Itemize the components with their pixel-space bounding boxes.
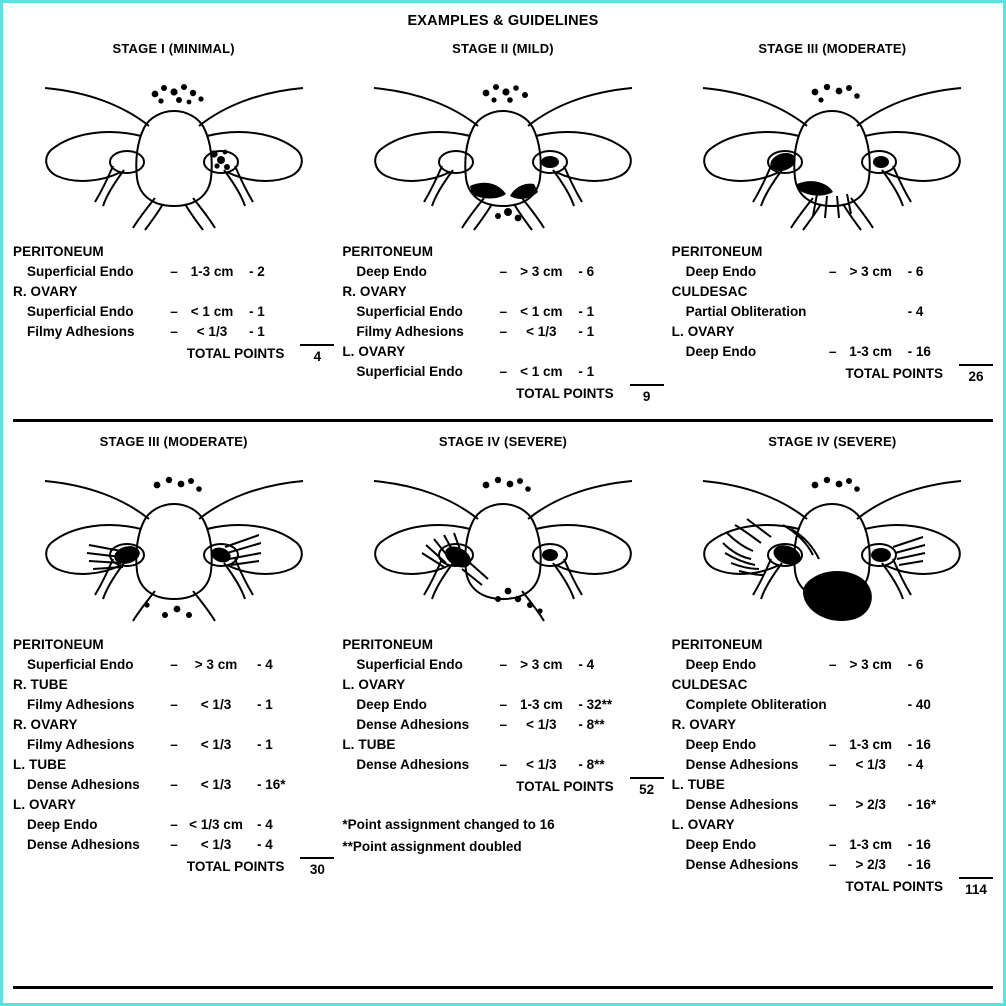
score-row-label: Deep Endo (356, 696, 427, 712)
score-row (13, 775, 334, 795)
score-row-points: - 1 (249, 303, 265, 319)
total-points-value: 9 (630, 384, 664, 407)
total-points (342, 384, 663, 407)
score-row-amount: < 1/3 cm (189, 816, 243, 832)
score-row (672, 262, 993, 282)
total-points-value: 52 (630, 777, 664, 800)
total-points-value: 114 (959, 877, 993, 900)
footnote-2: **Point assignment doubled (342, 838, 522, 854)
score-list (672, 242, 993, 387)
uterus-diagram-icon (358, 66, 648, 236)
score-row-points: - 1 (257, 696, 273, 712)
score-row-amount: < 1/3 (196, 323, 228, 339)
footnote-1: *Point assignment changed to 16 (342, 817, 555, 833)
score-row-label: Superficial Endo (27, 657, 134, 672)
uterus-diagram-icon (687, 459, 977, 629)
total-points-value: 30 (300, 857, 334, 880)
score-row-label: Superficial Endo (27, 263, 134, 279)
total-points-label: TOTAL POINTS (186, 858, 285, 874)
score-row-dash: – (499, 657, 508, 672)
lesion-marks (771, 477, 891, 629)
score-row-dash: – (170, 263, 178, 279)
score-row-label: Superficial Endo (356, 303, 463, 319)
score-row-points: - 1 (578, 323, 595, 339)
score-row-points: - 16 (907, 836, 931, 852)
score-row-label: Dense Adhesions (356, 756, 470, 772)
score-group-name: CULDESAC (671, 676, 748, 692)
score-row-amount: < 1 cm (190, 303, 234, 319)
stage-title: STAGE IV (SEVERE) (438, 434, 568, 450)
score-row-points: - 4 (907, 303, 924, 319)
score-row (672, 302, 993, 322)
bottom-rule (13, 986, 993, 989)
lesion-marks (112, 477, 233, 618)
uterus-diagram-icon (29, 459, 319, 629)
score-row (13, 835, 334, 855)
score-group-name: PERITONEUM (671, 637, 763, 653)
score-group-name: L. OVARY (13, 796, 77, 812)
score-row-dash: – (170, 657, 178, 672)
score-row-label: Superficial Endo (356, 363, 463, 379)
score-row-dash: – (828, 736, 837, 752)
score-row-label: Filmy Adhesions (27, 736, 135, 752)
score-row-points: - 6 (907, 657, 924, 672)
uterus-diagram-icon (29, 66, 319, 236)
score-row (13, 695, 334, 715)
total-points-label: TOTAL POINTS (516, 385, 614, 401)
score-row-label: Dense Adhesions (27, 836, 140, 852)
score-row-points: - 16 (907, 856, 931, 872)
pelvic-diagram-figure (13, 455, 334, 633)
score-row (672, 835, 993, 855)
score-row (672, 855, 993, 875)
score-row-label: Complete Obliteration (685, 696, 827, 712)
score-row-amount: 1-3 cm (519, 696, 563, 712)
score-group-name: R. TUBE (13, 676, 68, 692)
total-points (13, 857, 334, 880)
score-row-dash: – (828, 796, 837, 812)
score-row-amount: 1-3 cm (190, 263, 234, 279)
score-row (342, 655, 663, 675)
score-row-dash: – (828, 856, 837, 872)
score-row-label: Dense Adhesions (685, 796, 799, 812)
score-group-name: L. TUBE (13, 756, 67, 772)
score-row-dash: – (499, 263, 508, 279)
score-row-amount: > 3 cm (849, 657, 892, 672)
score-row-amount: > 3 cm (194, 657, 238, 672)
score-row-label: Deep Endo (685, 736, 757, 752)
score-row (13, 302, 334, 322)
score-row-dash: – (170, 323, 178, 339)
score-row-dash: – (499, 716, 508, 732)
pelvic-diagram-figure (672, 62, 993, 240)
score-row-dash: – (170, 736, 178, 752)
score-group-name: R. OVARY (342, 283, 407, 299)
total-points-value: 4 (300, 344, 334, 367)
score-row-points: - 8** (578, 716, 605, 732)
lesion-marks (470, 84, 559, 221)
score-row-label: Dense Adhesions (685, 856, 799, 872)
score-row-dash: – (499, 323, 508, 339)
score-row (342, 262, 663, 282)
score-row (672, 735, 993, 755)
score-row (672, 342, 993, 362)
score-row (13, 655, 334, 675)
score-row-points: - 1 (257, 736, 273, 752)
example-panel-stage-4-b (668, 422, 997, 900)
score-group-name: PERITONEUM (13, 637, 104, 653)
score-row-points: - 4 (257, 836, 273, 852)
score-row-dash: – (828, 756, 837, 772)
total-points (672, 877, 993, 900)
lesion-marks (768, 84, 889, 196)
score-row-amount: < 1/3 (526, 716, 557, 732)
score-row-dash: – (170, 776, 178, 792)
score-row (672, 795, 993, 815)
score-row-amount: > 3 cm (849, 263, 892, 279)
score-row-amount: < 1/3 (526, 756, 557, 772)
score-row-amount: > 2/3 (855, 796, 886, 812)
score-row-amount: > 3 cm (520, 657, 563, 672)
score-row-label: Deep Endo (685, 343, 757, 359)
score-row-points: - 16* (907, 796, 937, 812)
score-row-label: Filmy Adhesions (27, 323, 135, 339)
total-points-label: TOTAL POINTS (516, 778, 614, 794)
score-row-dash: – (828, 836, 837, 852)
score-row (672, 695, 993, 715)
score-group-name: L. TUBE (671, 776, 725, 792)
score-list (342, 242, 663, 407)
stage-title: STAGE I (MINIMAL) (112, 41, 235, 56)
score-row-dash: – (170, 696, 178, 712)
score-row-points: - 2 (249, 263, 265, 279)
score-group-name: PERITONEUM (342, 244, 434, 259)
total-points (342, 777, 663, 800)
score-row-amount: < 1/3 (200, 736, 232, 752)
pelvic-diagram-figure (342, 62, 663, 240)
score-row-label: Deep Endo (27, 816, 98, 832)
score-row-amount: < 1/3 (200, 776, 232, 792)
example-panel-stage-3-a (668, 29, 997, 407)
pelvic-diagram-figure (672, 455, 993, 633)
uterus-diagram-icon (358, 459, 648, 629)
score-group-name: R. OVARY (671, 716, 737, 732)
score-row-points: - 4 (907, 756, 924, 772)
total-points-label: TOTAL POINTS (186, 345, 285, 361)
example-panel-stage-2 (338, 29, 667, 407)
score-row (13, 735, 334, 755)
example-panel-stage-4-a (338, 422, 667, 900)
score-row-label: Partial Obliteration (685, 303, 807, 319)
score-row-amount: 1-3 cm (849, 736, 893, 752)
pelvic-diagram-figure (342, 455, 663, 633)
examples-row-bottom (3, 422, 1003, 900)
score-row-points: - 16 (907, 736, 931, 752)
example-panel-stage-3-b (9, 422, 338, 900)
score-row-amount: > 3 cm (520, 263, 563, 279)
score-row-dash: – (499, 303, 508, 319)
score-group-name: L. TUBE (342, 736, 396, 752)
score-group-name: R. OVARY (13, 283, 78, 299)
stage-title: STAGE IV (SEVERE) (768, 434, 897, 450)
score-row-points: - 4 (578, 657, 595, 672)
score-row-label: Superficial Endo (27, 303, 134, 319)
pelvic-diagram-figure (13, 62, 334, 240)
score-row-points: - 1 (249, 323, 265, 339)
score-row-dash: – (170, 303, 178, 319)
score-row-label: Dense Adhesions (27, 776, 140, 792)
score-row-label: Deep Endo (685, 263, 757, 279)
score-row (672, 655, 993, 675)
uterus-diagram-icon (687, 66, 977, 236)
score-row-dash: – (499, 756, 508, 772)
score-row-amount: < 1/3 (526, 323, 557, 339)
score-row (13, 262, 334, 282)
score-row-dash: – (499, 696, 508, 712)
score-row (342, 755, 663, 775)
score-row-amount: 1-3 cm (849, 343, 893, 359)
score-row-points: - 1 (578, 363, 595, 379)
total-points (13, 344, 334, 367)
score-group-name: L. OVARY (342, 343, 406, 359)
score-row-amount: < 1/3 (200, 696, 232, 712)
score-row-points: - 4 (257, 816, 273, 832)
score-row-points: - 6 (578, 263, 595, 279)
score-row (342, 715, 663, 735)
stage-title: STAGE II (MILD) (452, 41, 554, 56)
score-list (342, 635, 663, 857)
score-list (13, 242, 334, 367)
score-row (342, 322, 663, 342)
stage-title: STAGE III (MODERATE) (758, 41, 907, 56)
page-title: EXAMPLES & GUIDELINES (407, 13, 599, 29)
score-row-points: - 32** (578, 696, 613, 712)
score-row-amount: < 1 cm (520, 363, 563, 379)
score-list (13, 635, 334, 880)
score-row (13, 322, 334, 342)
score-row-dash: – (828, 657, 837, 672)
score-group-name: PERITONEUM (13, 244, 104, 259)
score-row-dash: – (828, 343, 837, 359)
score-row (672, 755, 993, 775)
score-group-name: PERITONEUM (671, 244, 763, 259)
score-row-points: - 40 (907, 696, 931, 712)
stage-title: STAGE III (MODERATE) (99, 434, 248, 450)
score-row-label: Deep Endo (356, 263, 427, 279)
score-row-amount: < 1 cm (520, 303, 563, 319)
score-row-dash: – (170, 836, 178, 852)
score-group-name: L. OVARY (671, 323, 735, 339)
score-row-amount: < 1/3 (200, 836, 232, 852)
score-group-name: PERITONEUM (342, 637, 434, 653)
score-row-points: - 16* (257, 776, 286, 792)
example-panel-stage-1 (9, 29, 338, 407)
score-row-points: - 8** (578, 756, 605, 772)
score-row-label: Dense Adhesions (356, 716, 470, 732)
total-points-label: TOTAL POINTS (845, 365, 943, 381)
lesion-marks (151, 84, 229, 170)
examples-row-top (3, 29, 1003, 407)
total-points (672, 364, 993, 387)
score-group-name: CULDESAC (671, 283, 748, 299)
total-points-value: 26 (959, 364, 993, 387)
score-row-dash: – (499, 363, 508, 379)
score-group-name: L. OVARY (671, 816, 735, 832)
score-row-dash: – (170, 816, 178, 832)
score-group-name: R. OVARY (13, 716, 78, 732)
score-row (342, 302, 663, 322)
score-row-amount: 1-3 cm (849, 836, 893, 852)
score-group-name: L. OVARY (342, 676, 406, 692)
score-row (342, 362, 663, 382)
score-row-points: - 4 (257, 657, 273, 672)
score-row-label: Superficial Endo (356, 657, 463, 672)
score-list (672, 635, 993, 900)
score-row-points: - 6 (907, 263, 924, 279)
score-row-amount: > 2/3 (855, 856, 886, 872)
score-row-label: Filmy Adhesions (27, 696, 135, 712)
score-row-amount: < 1/3 (855, 756, 886, 772)
score-row-label: Filmy Adhesions (356, 323, 464, 339)
score-row-dash: – (828, 263, 837, 279)
score-row (13, 815, 334, 835)
score-row (342, 695, 663, 715)
score-row-label: Deep Endo (685, 836, 757, 852)
score-row-label: Deep Endo (685, 657, 757, 672)
score-row-points: - 1 (578, 303, 595, 319)
score-row-points: - 16 (907, 343, 931, 359)
total-points-label: TOTAL POINTS (845, 878, 943, 894)
score-row-label: Dense Adhesions (685, 756, 799, 772)
